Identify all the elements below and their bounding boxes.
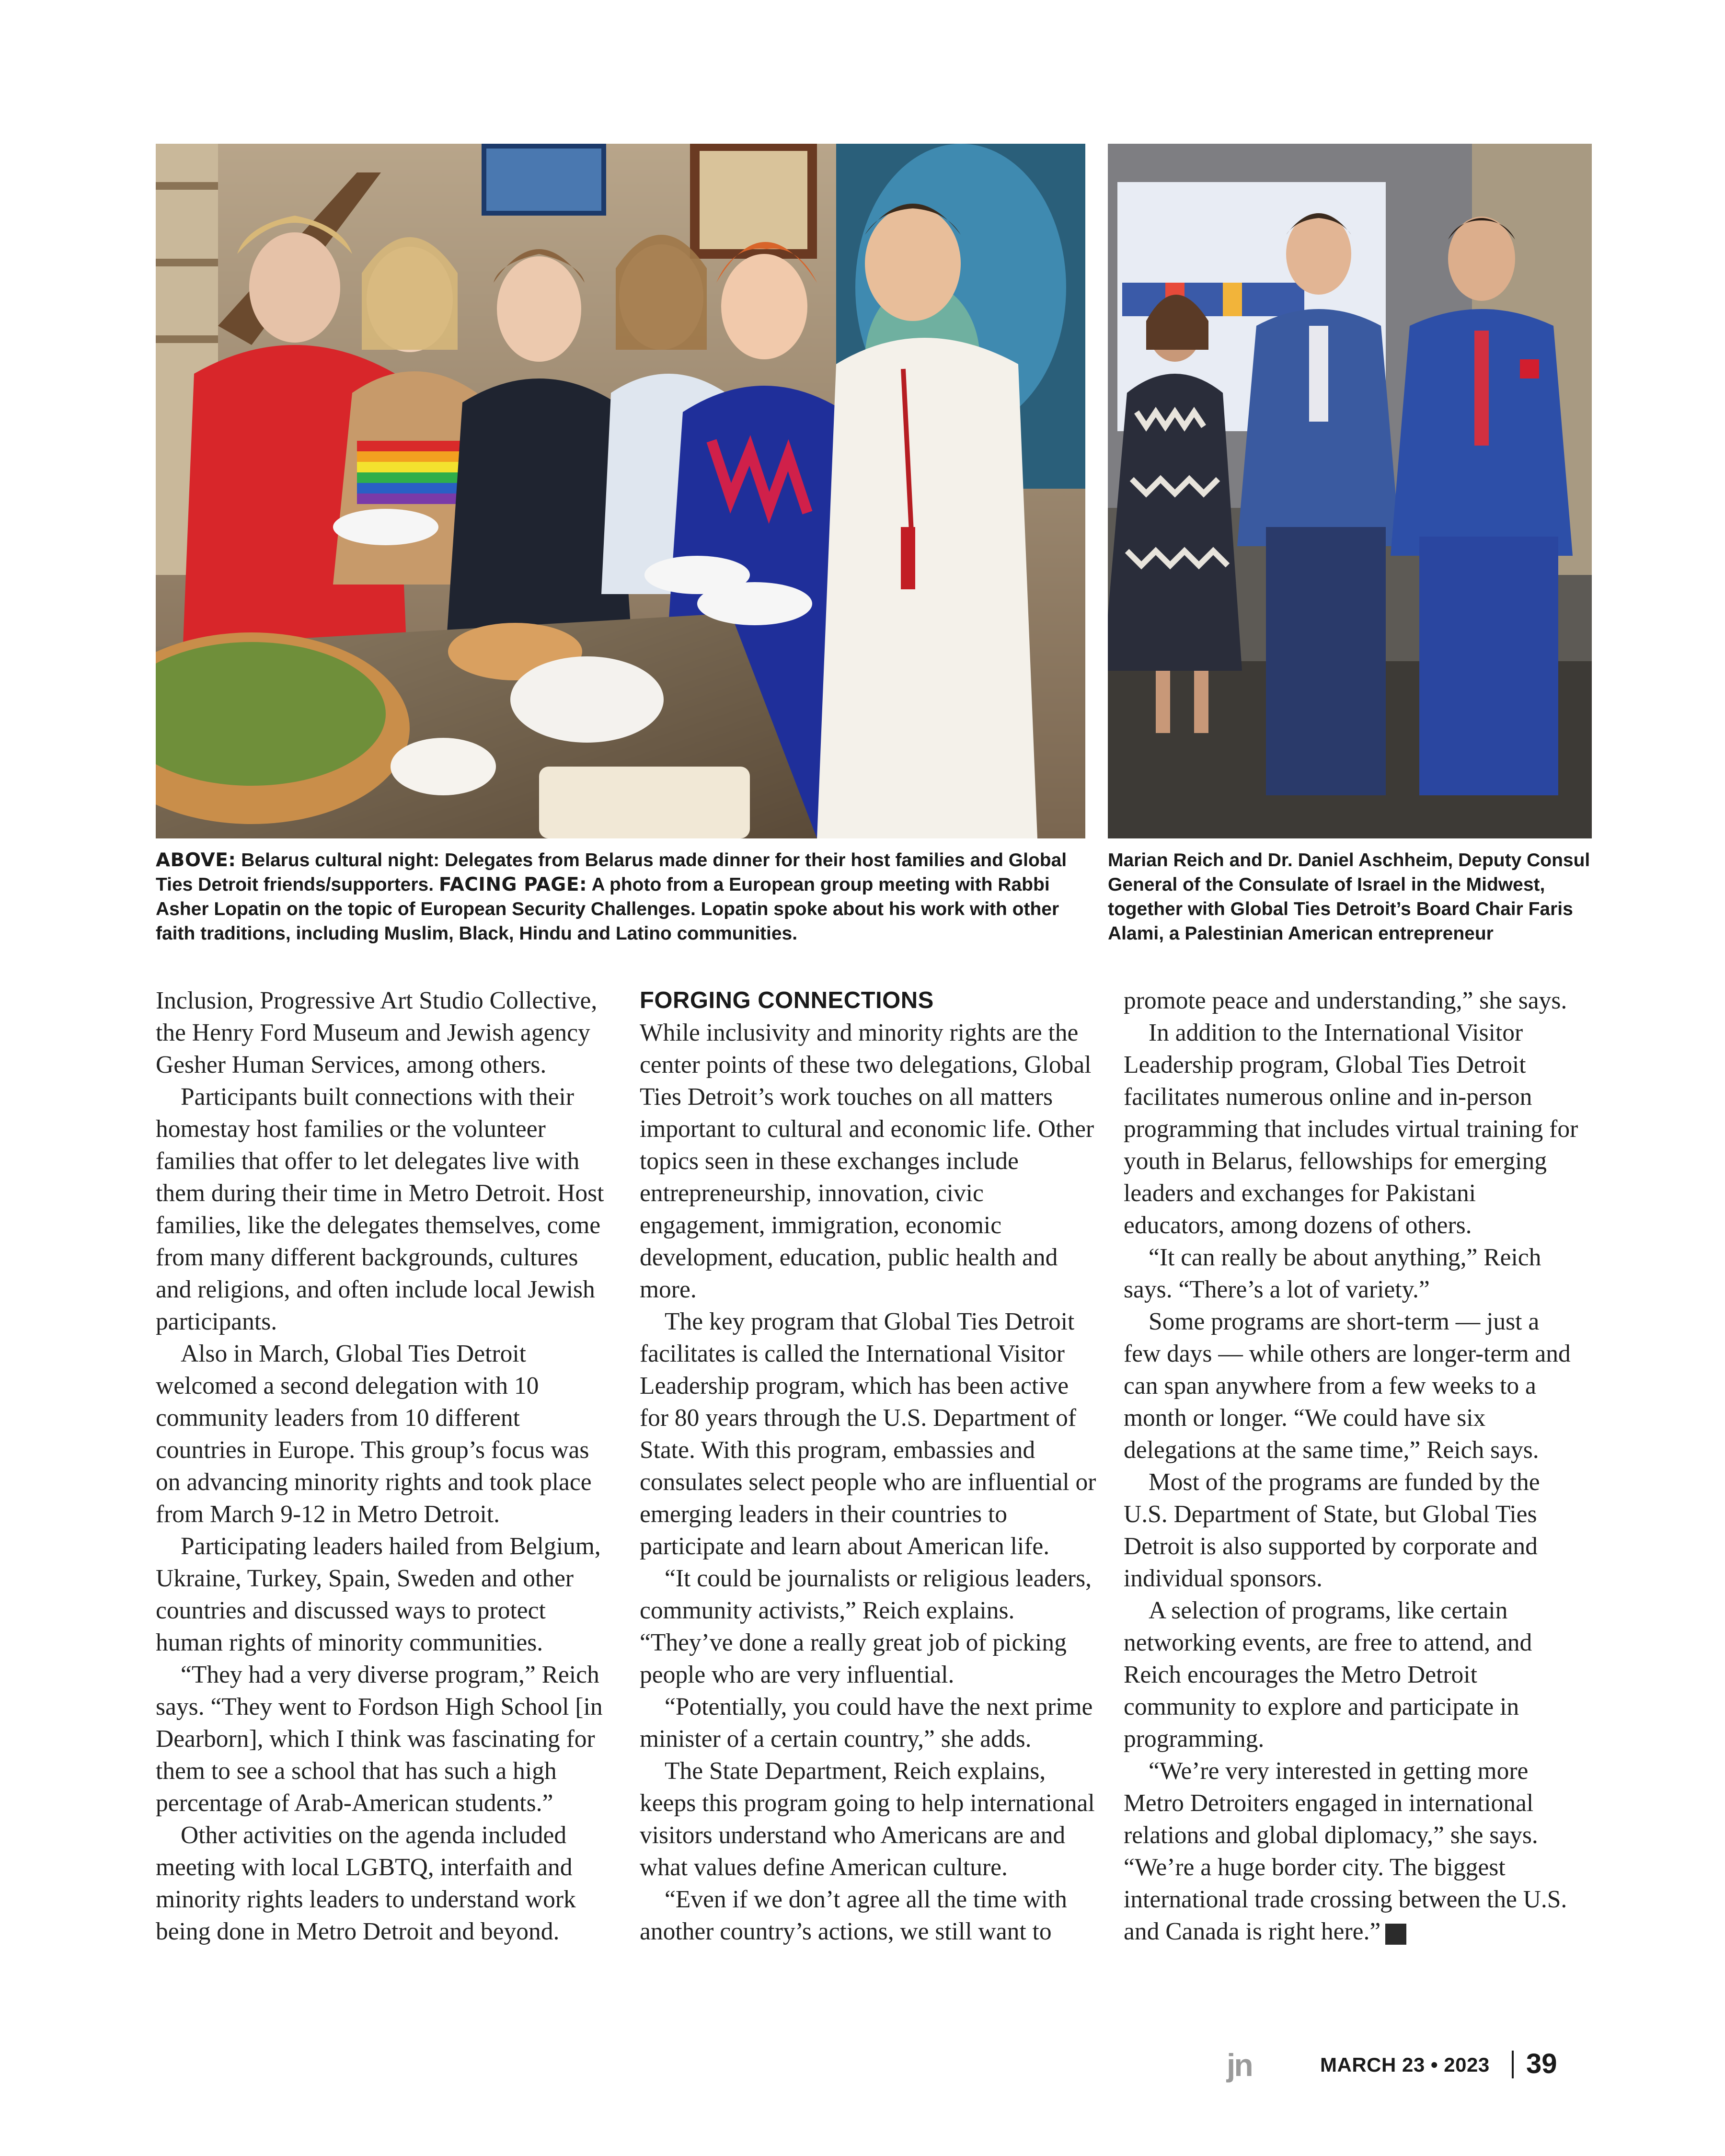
paragraph: “Even if we don’t agree all the time with another country’s actions, we still want to xyxy=(640,1886,1067,1945)
page-number: 39 xyxy=(1526,2048,1557,2079)
paragraph: “It can really be about anything,” Reich says. “There’s a lot of variety.” xyxy=(1124,1244,1541,1303)
paragraph: Participants built connections with their homestay host families or the volunteer families that offer to let delegates live with them during their time in Metro Detroit. Host families, like the delegates themselves, come from many different backgrounds, cultures and religions, and often include local Jewish participants. xyxy=(156,1083,604,1335)
article-column-2 xyxy=(640,985,1097,1948)
jn-logo-icon: jn xyxy=(1227,2047,1252,2083)
paragraph: The State Department, Reich explains, keeps this program going to help international visitors understand who Americans are and what values define American culture. xyxy=(640,1757,1095,1881)
group-photo-belarus-dinner-icon xyxy=(156,144,1085,838)
article-column-1 xyxy=(156,985,613,1948)
photo-caption-left xyxy=(156,848,1088,946)
paragraph-last-text: “We’re very interested in getting more Metro Detroiters engaged in international relations and global diplomacy,” she says. “We’re a huge border city. The biggest international trade crossing between the U.S. and Canada is right here.” xyxy=(1124,1757,1567,1945)
caption-label-above: ABOVE: xyxy=(156,849,236,871)
paragraph: promote peace and understanding,” she says. xyxy=(1124,987,1567,1014)
group-photo-belarus-dinner xyxy=(156,144,1085,838)
page-footer xyxy=(1227,2046,1572,2084)
paragraph: Some programs are short-term — just a few days — while others are longer-term and can span anywhere from a few weeks to a month or longer. “We could have six delegations at the same time,” Reich says. xyxy=(1124,1308,1571,1464)
paragraph: Inclusion, Progressive Art Studio Collective, the Henry Ford Museum and Jewish agency Gesher Human Services, among others. xyxy=(156,987,598,1078)
group-photo-consul-general-icon xyxy=(1108,144,1592,838)
end-mark-icon: jn xyxy=(1385,1924,1406,1945)
photo-caption-right: Marian Reich and Dr. Daniel Aschheim, Deputy Consul General of the Consulate of Israel in the Midwest, together with Global Ties Detroit’s Board Chair Faris Alami, a Palestinian American entrepreneur xyxy=(1108,850,1590,944)
paragraph: Most of the programs are funded by the U.S. Department of State, but Global Ties Detroit is also supported by corporate and individual sponsors. xyxy=(1124,1468,1540,1592)
issue-date: MARCH 23 • 2023 xyxy=(1320,2053,1490,2076)
caption-text-above: Belarus cultural night: Delegates from Belarus made dinner for their host families and Global Ties Detroit friends/supporters. xyxy=(156,850,1067,895)
paragraph: The key program that Global Ties Detroit facilitates is called the International Visitor Leadership program, which has been active for 80 years through the U.S. Department of State. With this program, embassies and consulates select people who are influential or emerging leaders in their countries to participate and learn about American life. xyxy=(640,1308,1096,1560)
caption-text-facing-page: A photo from a European group meeting with Rabbi Asher Lopatin on the topic of European Security Challenges. Lopatin spoke about his work with other faith traditions, including Muslim, Black, Hindu and Latino communities. xyxy=(156,874,1059,944)
paragraph-last xyxy=(1124,1755,1581,1948)
paragraph: In addition to the International Visitor Leadership program, Global Ties Detroit facilitates numerous online and in-person programming that includes virtual training for youth in Belarus, fellowships for emerging leaders and exchanges for Pakistani educators, among dozens of others. xyxy=(1124,1019,1578,1239)
paragraph: Also in March, Global Ties Detroit welcomed a second delegation with 10 community leaders from 10 different countries in Europe. This group’s focus was on advancing minority rights and took place from March 9-12 in Metro Detroit. xyxy=(156,1340,592,1528)
caption-label-facing-page: FACING PAGE: xyxy=(438,874,587,895)
article-column-3 xyxy=(1124,985,1581,1948)
group-photo-consul-general xyxy=(1108,144,1592,838)
paragraph: While inclusivity and minority rights are the center points of these two delegations, Global Ties Detroit’s work touches on all matters important to cultural and economic life. Other topics seen in these exchanges include entrepreneurship, innovation, civic engagement, immigration, economic development, education, public health and more. xyxy=(640,1019,1094,1303)
paragraph: Participating leaders hailed from Belgium, Ukraine, Turkey, Spain, Sweden and other countries and discussed ways to protect human rights of minority communities. xyxy=(156,1533,601,1656)
section-heading: FORGING CONNECTIONS xyxy=(640,987,934,1013)
paragraph: “They had a very diverse program,” Reich says. “They went to Fordson High School [in Dearborn], which I think was fascinating for them to see a school that has such a high percentage of Arab-American students.” xyxy=(156,1661,603,1817)
paragraph: “Potentially, you could have the next prime minister of a certain country,” she adds. xyxy=(640,1693,1093,1753)
paragraph: “It could be journalists or religious leaders, community activists,” Reich explains. “They’ve done a really great job of picking people who are very influential. xyxy=(640,1565,1092,1688)
paragraph: Other activities on the agenda included meeting with local LGBTQ, interfaith and minority rights leaders to understand work being done in Metro Detroit and beyond. xyxy=(156,1822,576,1945)
paragraph: A selection of programs, like certain networking events, are free to attend, and Reich encourages the Metro Detroit community to explore and participate in programming. xyxy=(1124,1597,1532,1753)
footer-divider xyxy=(1512,2051,1514,2078)
